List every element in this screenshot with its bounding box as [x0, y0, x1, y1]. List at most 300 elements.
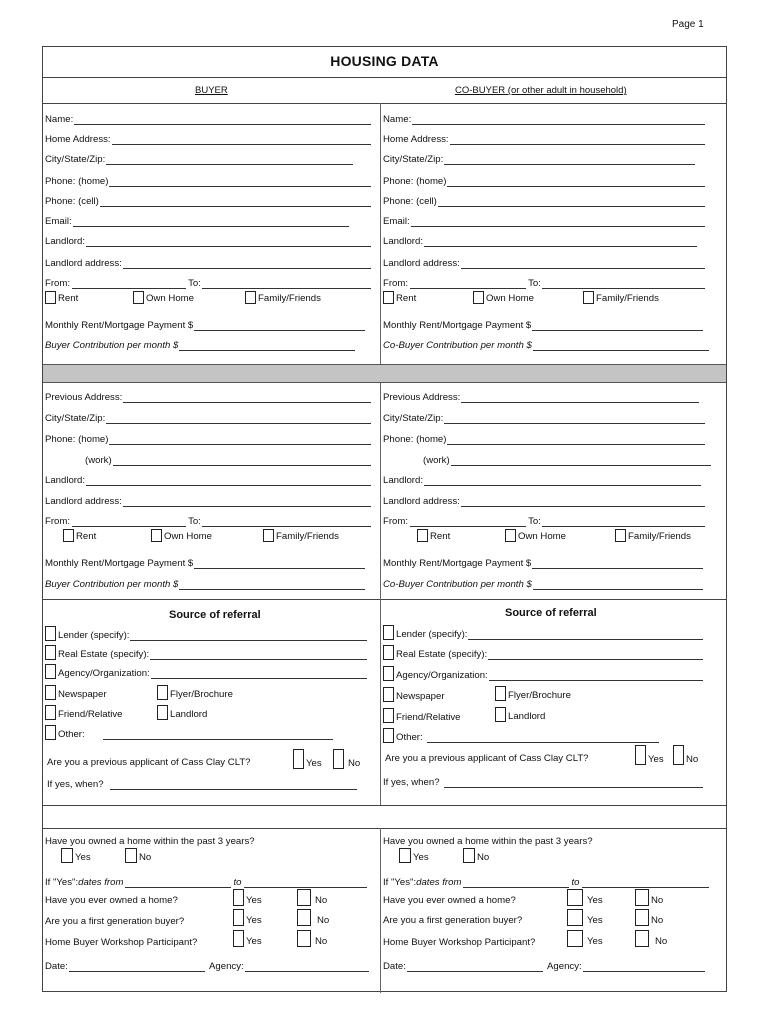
buyer-real-estate-field[interactable] — [45, 645, 367, 660]
checkbox[interactable] — [383, 291, 394, 304]
divider — [43, 103, 726, 104]
cobuyer-phone-home-field[interactable] — [383, 175, 705, 187]
cobuyer-previous-rent-option[interactable] — [417, 529, 450, 542]
fill-line — [72, 280, 186, 289]
buyer-previous-landlord-field[interactable] — [45, 474, 371, 486]
checkbox[interactable] — [495, 707, 506, 722]
option-label: Flyer/Brochure — [170, 689, 233, 700]
cobuyer-owned-3yrs-no-option[interactable] — [463, 848, 489, 863]
option-label: Yes — [75, 852, 91, 863]
fill-line — [123, 260, 371, 269]
fill-line — [542, 518, 705, 527]
fill-line — [106, 156, 353, 165]
fill-line — [424, 477, 701, 486]
field-label: Landlord address: — [45, 258, 122, 269]
cobuyer-previous-applicant-question: Are you a previous applicant of Cass Clay CLT? — [385, 753, 589, 764]
checkbox[interactable] — [567, 889, 583, 906]
field-label: Real Estate (specify): — [58, 649, 150, 660]
fill-line — [410, 518, 526, 527]
option-label: Rent — [396, 293, 417, 304]
field-label: Date: — [45, 961, 68, 972]
fill-line — [194, 560, 365, 569]
cobuyer-applicant-no-option[interactable] — [673, 745, 698, 765]
cobuyer-city-field[interactable] — [383, 153, 695, 165]
option-label: Yes — [648, 754, 664, 765]
option-label: Yes — [587, 915, 603, 926]
checkbox[interactable] — [473, 291, 484, 304]
fill-line — [424, 238, 697, 247]
checkbox[interactable] — [635, 889, 649, 906]
cobuyer-rent-option[interactable] — [383, 291, 416, 304]
checkbox[interactable] — [567, 930, 583, 947]
field-label: Monthly Rent/Mortgage Payment $ — [383, 558, 532, 569]
column-divider — [380, 103, 381, 364]
section-band — [43, 364, 726, 383]
buyer-previous-work-field[interactable] — [85, 454, 371, 466]
field-label: Phone: (home) — [383, 434, 447, 445]
column-divider — [380, 828, 381, 993]
option-label: Friend/Relative — [396, 712, 461, 723]
field-label: Email: — [383, 216, 410, 227]
checkbox[interactable] — [505, 529, 516, 542]
field-label: City/State/Zip: — [383, 154, 444, 165]
column-divider — [380, 383, 381, 599]
buyer-landlord-field[interactable] — [45, 235, 371, 247]
option-label: Rent — [430, 531, 451, 542]
checkbox[interactable] — [495, 686, 506, 701]
fill-line — [450, 136, 705, 145]
buyer-phone-cell-field[interactable] — [45, 195, 371, 207]
buyer-previous-family-option[interactable] — [263, 529, 339, 542]
checkbox[interactable] — [297, 930, 311, 947]
fill-line — [461, 394, 699, 403]
cobuyer-real-estate-field[interactable] — [383, 645, 703, 660]
buyer-applicant-no-option[interactable] — [333, 749, 360, 769]
checkbox[interactable] — [615, 529, 626, 542]
field-label: Home Address: — [45, 134, 111, 145]
field-label: To: — [528, 278, 541, 289]
checkbox[interactable] — [133, 291, 144, 304]
fill-line — [110, 781, 357, 790]
fill-line — [123, 498, 371, 507]
buyer-own-home-option[interactable] — [133, 291, 194, 304]
option-label: No — [315, 936, 328, 947]
fill-line — [411, 218, 705, 227]
fill-line — [74, 116, 371, 125]
cobuyer-workshop-no-option[interactable] — [635, 930, 667, 947]
fill-line — [461, 260, 705, 269]
checkbox[interactable] — [383, 625, 394, 640]
field-label: Landlord: — [45, 475, 86, 486]
cobuyer-own-home-option[interactable] — [473, 291, 534, 304]
buyer-previous-rent-option[interactable] — [63, 529, 96, 542]
option-label: Own Home — [486, 293, 534, 304]
buyer-agency-field[interactable] — [45, 664, 367, 679]
cobuyer-previous-monthly-field[interactable] — [383, 557, 703, 569]
cobuyer-previous-address-field[interactable] — [383, 391, 699, 403]
cobuyer-home-address-field[interactable] — [383, 133, 705, 145]
field-label: Lender (specify): — [58, 630, 130, 641]
fill-line — [109, 178, 371, 187]
field-label: Landlord: — [383, 475, 424, 486]
field-label: Phone: (cell) — [45, 196, 99, 207]
cobuyer-ever-owned-question: Have you ever owned a home? — [383, 895, 516, 906]
buyer-workshop-no-option[interactable] — [297, 930, 327, 947]
field-label: Agency/Organization: — [396, 670, 488, 681]
checkbox[interactable] — [635, 930, 649, 947]
buyer-family-option[interactable] — [245, 291, 321, 304]
field-label: Previous Address: — [383, 392, 461, 403]
buyer-date-field[interactable] — [45, 960, 205, 972]
field-label: Name: — [383, 114, 412, 125]
checkbox[interactable] — [383, 666, 394, 681]
checkbox[interactable] — [297, 889, 311, 906]
option-label: Rent — [58, 293, 79, 304]
field-label: to — [571, 877, 580, 888]
cobuyer-landlord-address-field[interactable] — [383, 257, 705, 269]
checkbox[interactable] — [45, 626, 56, 641]
cobuyer-date-field[interactable] — [383, 960, 543, 972]
option-label: Own Home — [164, 531, 212, 542]
fill-line — [151, 670, 367, 679]
checkbox[interactable] — [125, 848, 137, 863]
buyer-first-gen-no-option[interactable] — [297, 909, 329, 926]
option-label: Family/Friends — [276, 531, 339, 542]
buyer-previous-address-field[interactable] — [45, 391, 371, 403]
field-label: Landlord address: — [383, 496, 460, 507]
buyer-friend-option[interactable] — [45, 705, 123, 720]
buyer-previous-own-home-option[interactable] — [151, 529, 212, 542]
fill-line — [73, 218, 349, 227]
fill-line — [444, 779, 703, 788]
cobuyer-other-field[interactable] — [383, 728, 659, 743]
field-label: Monthly Rent/Mortgage Payment $ — [45, 320, 194, 331]
buyer-referral-title: Source of referral — [169, 609, 261, 621]
fill-line — [533, 581, 703, 590]
fill-line — [444, 156, 695, 165]
page-number: Page 1 — [672, 19, 704, 30]
fill-line — [412, 116, 705, 125]
cobuyer-agency-name-field[interactable] — [547, 960, 705, 972]
cobuyer-owned-3yrs-yes-option[interactable] — [399, 848, 429, 863]
checkbox[interactable] — [463, 848, 475, 863]
cobuyer-previous-own-home-option[interactable] — [505, 529, 566, 542]
cobuyer-lender-field[interactable] — [383, 625, 703, 640]
checkbox[interactable] — [383, 708, 394, 723]
cobuyer-landlord-field[interactable] — [383, 235, 697, 247]
fill-line — [69, 963, 205, 972]
fill-line — [245, 963, 369, 972]
buyer-applicant-yes-option[interactable] — [293, 749, 322, 769]
column-divider — [380, 599, 381, 805]
buyer-ever-owned-question: Have you ever owned a home? — [45, 895, 178, 906]
cobuyer-previous-from-to-field[interactable] — [383, 515, 705, 527]
field-label: From: — [45, 516, 71, 527]
checkbox[interactable] — [673, 745, 684, 765]
cobuyer-name-field[interactable] — [383, 113, 705, 125]
field-label: Agency/Organization: — [58, 668, 150, 679]
option-label: No — [317, 915, 330, 926]
field-label: Other: — [58, 729, 85, 740]
cobuyer-ever-owned-yes-option[interactable] — [567, 889, 603, 906]
buyer-home-address-field[interactable] — [45, 133, 371, 145]
fill-line — [427, 734, 659, 743]
checkbox[interactable] — [157, 705, 168, 720]
buyer-monthly-payment-field[interactable] — [45, 319, 365, 331]
cobuyer-first-gen-question: Are you a first generation buyer? — [383, 915, 523, 926]
buyer-previous-contribution-field[interactable] — [45, 578, 365, 590]
field-label: Date: — [383, 961, 406, 972]
checkbox[interactable] — [297, 909, 311, 926]
buyer-previous-from-to-field[interactable] — [45, 515, 371, 527]
checkbox[interactable] — [333, 749, 344, 769]
cobuyer-agency-field[interactable] — [383, 666, 703, 681]
checkbox[interactable] — [383, 728, 394, 743]
buyer-contribution-field[interactable] — [45, 339, 355, 351]
option-label: Landlord — [508, 711, 546, 722]
fill-line — [123, 394, 371, 403]
checkbox[interactable] — [383, 645, 394, 660]
checkbox[interactable] — [263, 529, 274, 542]
fill-line — [179, 581, 365, 590]
fill-line — [150, 651, 367, 660]
cobuyer-dates-from-to-field[interactable] — [383, 876, 709, 888]
option-label: Landlord — [170, 709, 208, 720]
field-label: Agency: — [209, 961, 244, 972]
buyer-workshop-yes-option[interactable] — [233, 930, 262, 947]
cobuyer-workshop-yes-option[interactable] — [567, 930, 603, 947]
field-label: If yes, when? — [383, 777, 440, 788]
buyer-previous-phone-field[interactable] — [45, 433, 371, 445]
field-label: From: — [45, 278, 71, 289]
checkbox[interactable] — [245, 291, 256, 304]
cobuyer-previous-work-field[interactable] — [423, 454, 711, 466]
cobuyer-flyer-option[interactable] — [495, 686, 571, 701]
cobuyer-if-yes-when-field[interactable] — [383, 776, 703, 788]
divider — [43, 599, 726, 600]
field-label: City/State/Zip: — [383, 413, 444, 424]
buyer-agency-name-field[interactable] — [209, 960, 369, 972]
checkbox[interactable] — [567, 909, 583, 926]
field-label: Real Estate (specify): — [396, 649, 488, 660]
buyer-phone-home-field[interactable] — [45, 175, 371, 187]
field-label: Buyer Contribution per month $ — [45, 340, 179, 351]
buyer-rent-option[interactable] — [45, 291, 78, 304]
cobuyer-family-option[interactable] — [583, 291, 659, 304]
fill-line — [438, 198, 705, 207]
option-label: No — [651, 895, 664, 906]
option-label: Newspaper — [396, 691, 445, 702]
field-label: If yes, when? — [47, 779, 104, 790]
field-label: If "Yes": — [383, 877, 417, 888]
divider — [43, 805, 726, 806]
option-label: Own Home — [518, 531, 566, 542]
buyer-first-gen-question: Are you a first generation buyer? — [45, 916, 185, 927]
field-label: Previous Address: — [45, 392, 123, 403]
checkbox[interactable] — [61, 848, 73, 863]
option-label: No — [315, 895, 328, 906]
buyer-landlord-option[interactable] — [157, 705, 207, 720]
buyer-header: BUYER — [195, 85, 228, 96]
fill-line — [461, 498, 705, 507]
fill-line — [125, 879, 231, 888]
fill-line — [103, 731, 333, 740]
field-label: From: — [383, 278, 409, 289]
cobuyer-previous-landlord-address-field[interactable] — [383, 495, 705, 507]
fill-line — [410, 280, 526, 289]
buyer-lender-field[interactable] — [45, 626, 367, 641]
fill-line — [407, 963, 543, 972]
buyer-previous-city-field[interactable] — [45, 412, 371, 424]
field-label: Lender (specify): — [396, 629, 468, 640]
fill-line — [130, 632, 367, 641]
cobuyer-previous-phone-field[interactable] — [383, 433, 705, 445]
fill-line — [202, 518, 371, 527]
field-label: (work) — [85, 455, 112, 466]
field-label: dates from — [78, 877, 124, 888]
checkbox[interactable] — [45, 664, 56, 679]
checkbox[interactable] — [233, 889, 244, 906]
option-label: Yes — [587, 895, 603, 906]
option-label: Yes — [246, 936, 262, 947]
cobuyer-previous-city-field[interactable] — [383, 412, 705, 424]
fill-line — [488, 651, 703, 660]
buyer-owned-3yrs-yes-option[interactable] — [61, 848, 91, 863]
fill-line — [444, 415, 705, 424]
buyer-city-field[interactable] — [45, 153, 353, 165]
field-label: To: — [188, 278, 201, 289]
checkbox[interactable] — [233, 930, 244, 947]
field-label: Landlord address: — [383, 258, 460, 269]
checkbox[interactable] — [583, 291, 594, 304]
field-label: Landlord: — [383, 236, 424, 247]
buyer-if-yes-when-field[interactable] — [47, 778, 357, 790]
buyer-landlord-address-field[interactable] — [45, 257, 371, 269]
cobuyer-contribution-field[interactable] — [383, 339, 709, 351]
cobuyer-phone-cell-field[interactable] — [383, 195, 705, 207]
fill-line — [113, 457, 371, 466]
buyer-from-to-field[interactable] — [45, 277, 371, 289]
cobuyer-referral-title: Source of referral — [505, 607, 597, 619]
checkbox[interactable] — [293, 749, 304, 769]
buyer-owned-3yrs-no-option[interactable] — [125, 848, 151, 863]
option-label: Yes — [306, 758, 322, 769]
buyer-previous-landlord-address-field[interactable] — [45, 495, 371, 507]
checkbox[interactable] — [383, 687, 394, 702]
checkbox[interactable] — [45, 645, 56, 660]
buyer-email-field[interactable] — [45, 215, 349, 227]
buyer-first-gen-yes-option[interactable] — [233, 909, 262, 926]
fill-line — [194, 322, 365, 331]
field-label: To: — [528, 516, 541, 527]
cobuyer-friend-option[interactable] — [383, 708, 461, 723]
checkbox[interactable] — [233, 909, 244, 926]
buyer-flyer-option[interactable] — [157, 685, 233, 700]
cobuyer-previous-contribution-field[interactable] — [383, 578, 703, 590]
field-label: Co-Buyer Contribution per month $ — [383, 579, 532, 590]
cobuyer-applicant-yes-option[interactable] — [635, 745, 664, 765]
cobuyer-first-gen-no-option[interactable] — [635, 909, 663, 926]
cobuyer-ever-owned-no-option[interactable] — [635, 889, 663, 906]
field-label: From: — [383, 516, 409, 527]
fill-line — [451, 457, 711, 466]
cobuyer-first-gen-yes-option[interactable] — [567, 909, 603, 926]
cobuyer-email-field[interactable] — [383, 215, 705, 227]
checkbox[interactable] — [45, 725, 56, 740]
fill-line — [542, 280, 705, 289]
cobuyer-monthly-payment-field[interactable] — [383, 319, 703, 331]
cobuyer-owned-3yrs-question: Have you owned a home within the past 3 years? — [383, 836, 593, 847]
cobuyer-previous-landlord-field[interactable] — [383, 474, 701, 486]
checkbox[interactable] — [45, 685, 56, 700]
checkbox[interactable] — [151, 529, 162, 542]
option-label: No — [655, 936, 668, 947]
field-label: Landlord address: — [45, 496, 122, 507]
option-label: Family/Friends — [596, 293, 659, 304]
fill-line — [583, 963, 705, 972]
checkbox[interactable] — [45, 705, 56, 720]
field-label: Monthly Rent/Mortgage Payment $ — [383, 320, 532, 331]
cobuyer-previous-family-option[interactable] — [615, 529, 691, 542]
option-label: No — [651, 915, 664, 926]
option-label: Yes — [413, 852, 429, 863]
fill-line — [106, 415, 371, 424]
field-label: Phone: (home) — [383, 176, 447, 187]
checkbox[interactable] — [63, 529, 74, 542]
fill-line — [202, 280, 371, 289]
checkbox[interactable] — [45, 291, 56, 304]
buyer-ever-owned-yes-option[interactable] — [233, 889, 262, 906]
option-label: No — [139, 852, 152, 863]
field-label: Agency: — [547, 961, 582, 972]
cobuyer-from-to-field[interactable] — [383, 277, 705, 289]
divider — [43, 77, 726, 78]
checkbox[interactable] — [635, 909, 649, 926]
field-label: Co-Buyer Contribution per month $ — [383, 340, 532, 351]
fill-line — [100, 198, 371, 207]
fill-line — [86, 238, 371, 247]
fill-line — [468, 631, 703, 640]
field-label: Monthly Rent/Mortgage Payment $ — [45, 558, 194, 569]
fill-line — [463, 879, 569, 888]
option-label: Newspaper — [58, 689, 107, 700]
buyer-previous-monthly-field[interactable] — [45, 557, 365, 569]
checkbox[interactable] — [635, 745, 646, 765]
option-label: Own Home — [146, 293, 194, 304]
fill-line — [447, 178, 705, 187]
housing-data-form — [42, 46, 727, 992]
option-label: Yes — [246, 895, 262, 906]
cobuyer-landlord-option[interactable] — [495, 707, 545, 722]
option-label: Family/Friends — [258, 293, 321, 304]
buyer-newspaper-option[interactable] — [45, 685, 107, 700]
buyer-ever-owned-no-option[interactable] — [297, 889, 327, 906]
checkbox[interactable] — [157, 685, 168, 700]
cobuyer-newspaper-option[interactable] — [383, 687, 445, 702]
field-label: Phone: (home) — [45, 434, 109, 445]
field-label: Buyer Contribution per month $ — [45, 579, 179, 590]
cobuyer-workshop-question: Home Buyer Workshop Participant? — [383, 937, 536, 948]
buyer-name-field[interactable] — [45, 113, 371, 125]
checkbox[interactable] — [417, 529, 428, 542]
option-label: No — [348, 758, 361, 769]
buyer-dates-from-to-field[interactable] — [45, 876, 367, 888]
checkbox[interactable] — [399, 848, 411, 863]
field-label: Email: — [45, 216, 72, 227]
option-label: Friend/Relative — [58, 709, 123, 720]
field-label: (work) — [423, 455, 450, 466]
buyer-other-field[interactable] — [45, 725, 333, 740]
